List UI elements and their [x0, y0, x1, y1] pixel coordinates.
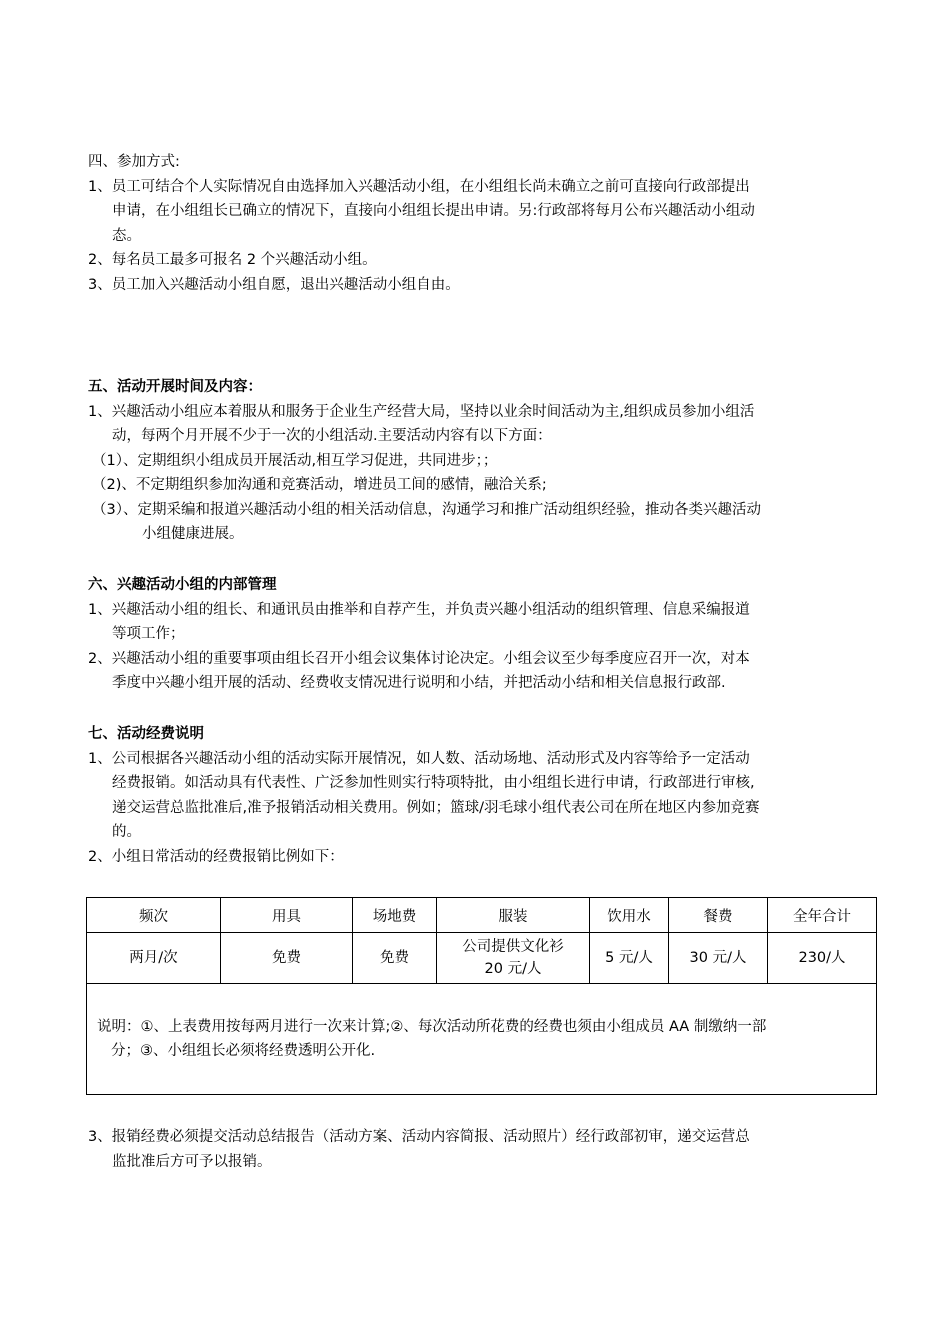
header-cell-annual-total: 全年合计	[768, 898, 877, 933]
cell-equipment: 免费	[221, 933, 353, 984]
section4-item1-line2: 申请，在小组组长已确立的情况下，直接向小组组长提出申请。另:行政部将每月公布兴趣活动小组动	[112, 203, 755, 219]
section5-sub1: （1）、定期组织小组成员开展活动,相互学习促进，共同进步；；	[92, 453, 498, 469]
header-cell-venue: 场地费	[353, 898, 437, 933]
fee-table-header-row	[87, 898, 877, 933]
fee-table-row	[87, 933, 877, 984]
section7-item2: 2、小组日常活动的经费报销比例如下：	[88, 849, 344, 865]
section5-sub2: （2)、不定期组织参加沟通和竞赛活动，增进员工间的感情，融洽关系;	[92, 477, 547, 493]
section4-item1-line1: 1、员工可结合个人实际情况自由选择加入兴趣活动小组，在小组组长尚未确立之前可直接向行政部提出	[88, 179, 750, 195]
cell-clothing	[437, 933, 590, 984]
section7-item1-line2: 经费报销。如活动具有代表性、广泛参加性则实行特项特批，由小组组长进行申请，行政部进行审核,	[112, 775, 755, 791]
section4-item1-line3: 态。	[112, 228, 141, 244]
section5-item1-line1: 1、兴趣活动小组应本着服从和服务于企业生产经营大局，坚持以业余时间活动为主,组织成员参加小组活	[88, 404, 755, 420]
header-cell-clothing: 服装	[437, 898, 590, 933]
section7-item1-line4: 的。	[112, 824, 141, 840]
section5-sub3-line2: 小组健康进展。	[142, 526, 244, 542]
section6-item1-line1: 1、兴趣活动小组的组长、和通讯员由推举和自荐产生，并负责兴趣小组活动的组织管理、信息采编报道	[88, 602, 750, 618]
header-cell-water: 饮用水	[590, 898, 669, 933]
section6-item1-line2: 等项工作；	[112, 626, 185, 642]
header-cell-meal: 餐费	[669, 898, 768, 933]
section7-item1-line3: 递交运营总监批准后,准予报销活动相关费用。例如；篮球/羽毛球小组代表公司在所在地区内参加竞赛	[112, 800, 760, 816]
section5-title: 五、活动开展时间及内容：	[88, 379, 262, 395]
fee-note-line1: 说明：①、上表费用按每两月进行一次来计算;②、每次活动所花费的经费也须由小组成员 AA 制缴纳一部	[97, 1019, 767, 1035]
section5-sub3-line1: （3）、定期采编和报道兴趣活动小组的相关活动信息，沟通学习和推广活动组织经验，推动各类兴趣活动	[92, 502, 761, 518]
fee-table-note-row	[87, 984, 877, 1095]
section6-title: 六、兴趣活动小组的内部管理	[88, 577, 277, 593]
section5-item1-line2: 动，每两个月开展不少于一次的小组活动.主要活动内容有以下方面：	[112, 428, 552, 444]
fee-note-line2: 分；③、小组组长必须将经费透明公开化.	[111, 1043, 376, 1059]
section7-item3-line2: 监批准后方可予以报销。	[112, 1154, 272, 1170]
section7-title: 七、活动经费说明	[88, 726, 204, 742]
cell-annual-total: 230/人	[768, 933, 877, 984]
header-cell-frequency: 频次	[87, 898, 221, 933]
section6-item2-line1: 2、兴趣活动小组的重要事项由组长召开小组会议集体讨论决定。小组会议至少每季度应召开一次，对本	[88, 651, 750, 667]
fee-table	[86, 897, 877, 1095]
section7-item1-line1: 1、公司根据各兴趣活动小组的活动实际开展情况，如人数、活动场地、活动形式及内容等给予一定活动	[88, 751, 750, 767]
section4-item3: 3、员工加入兴趣活动小组自愿，退出兴趣活动小组自由。	[88, 277, 460, 293]
section4-title: 四、参加方式:	[88, 154, 180, 170]
section7-item3-line1: 3、报销经费必须提交活动总结报告（活动方案、活动内容简报、活动照片）经行政部初审，递交运营总	[88, 1129, 750, 1145]
cell-water: 5 元/人	[590, 933, 669, 984]
section6-item2-line2: 季度中兴趣小组开展的活动、经费收支情况进行说明和小结，并把活动小结和相关信息报行政部.	[112, 675, 726, 691]
cell-clothing-line2: 20 元/人	[484, 961, 542, 977]
fee-table-note	[87, 984, 877, 1095]
cell-frequency: 两月/次	[87, 933, 221, 984]
cell-meal: 30 元/人	[669, 933, 768, 984]
section4-item2: 2、每名员工最多可报名 2 个兴趣活动小组。	[88, 252, 377, 268]
header-cell-equipment: 用具	[221, 898, 353, 933]
cell-venue: 免费	[353, 933, 437, 984]
cell-clothing-line1: 公司提供文化衫	[462, 939, 564, 955]
